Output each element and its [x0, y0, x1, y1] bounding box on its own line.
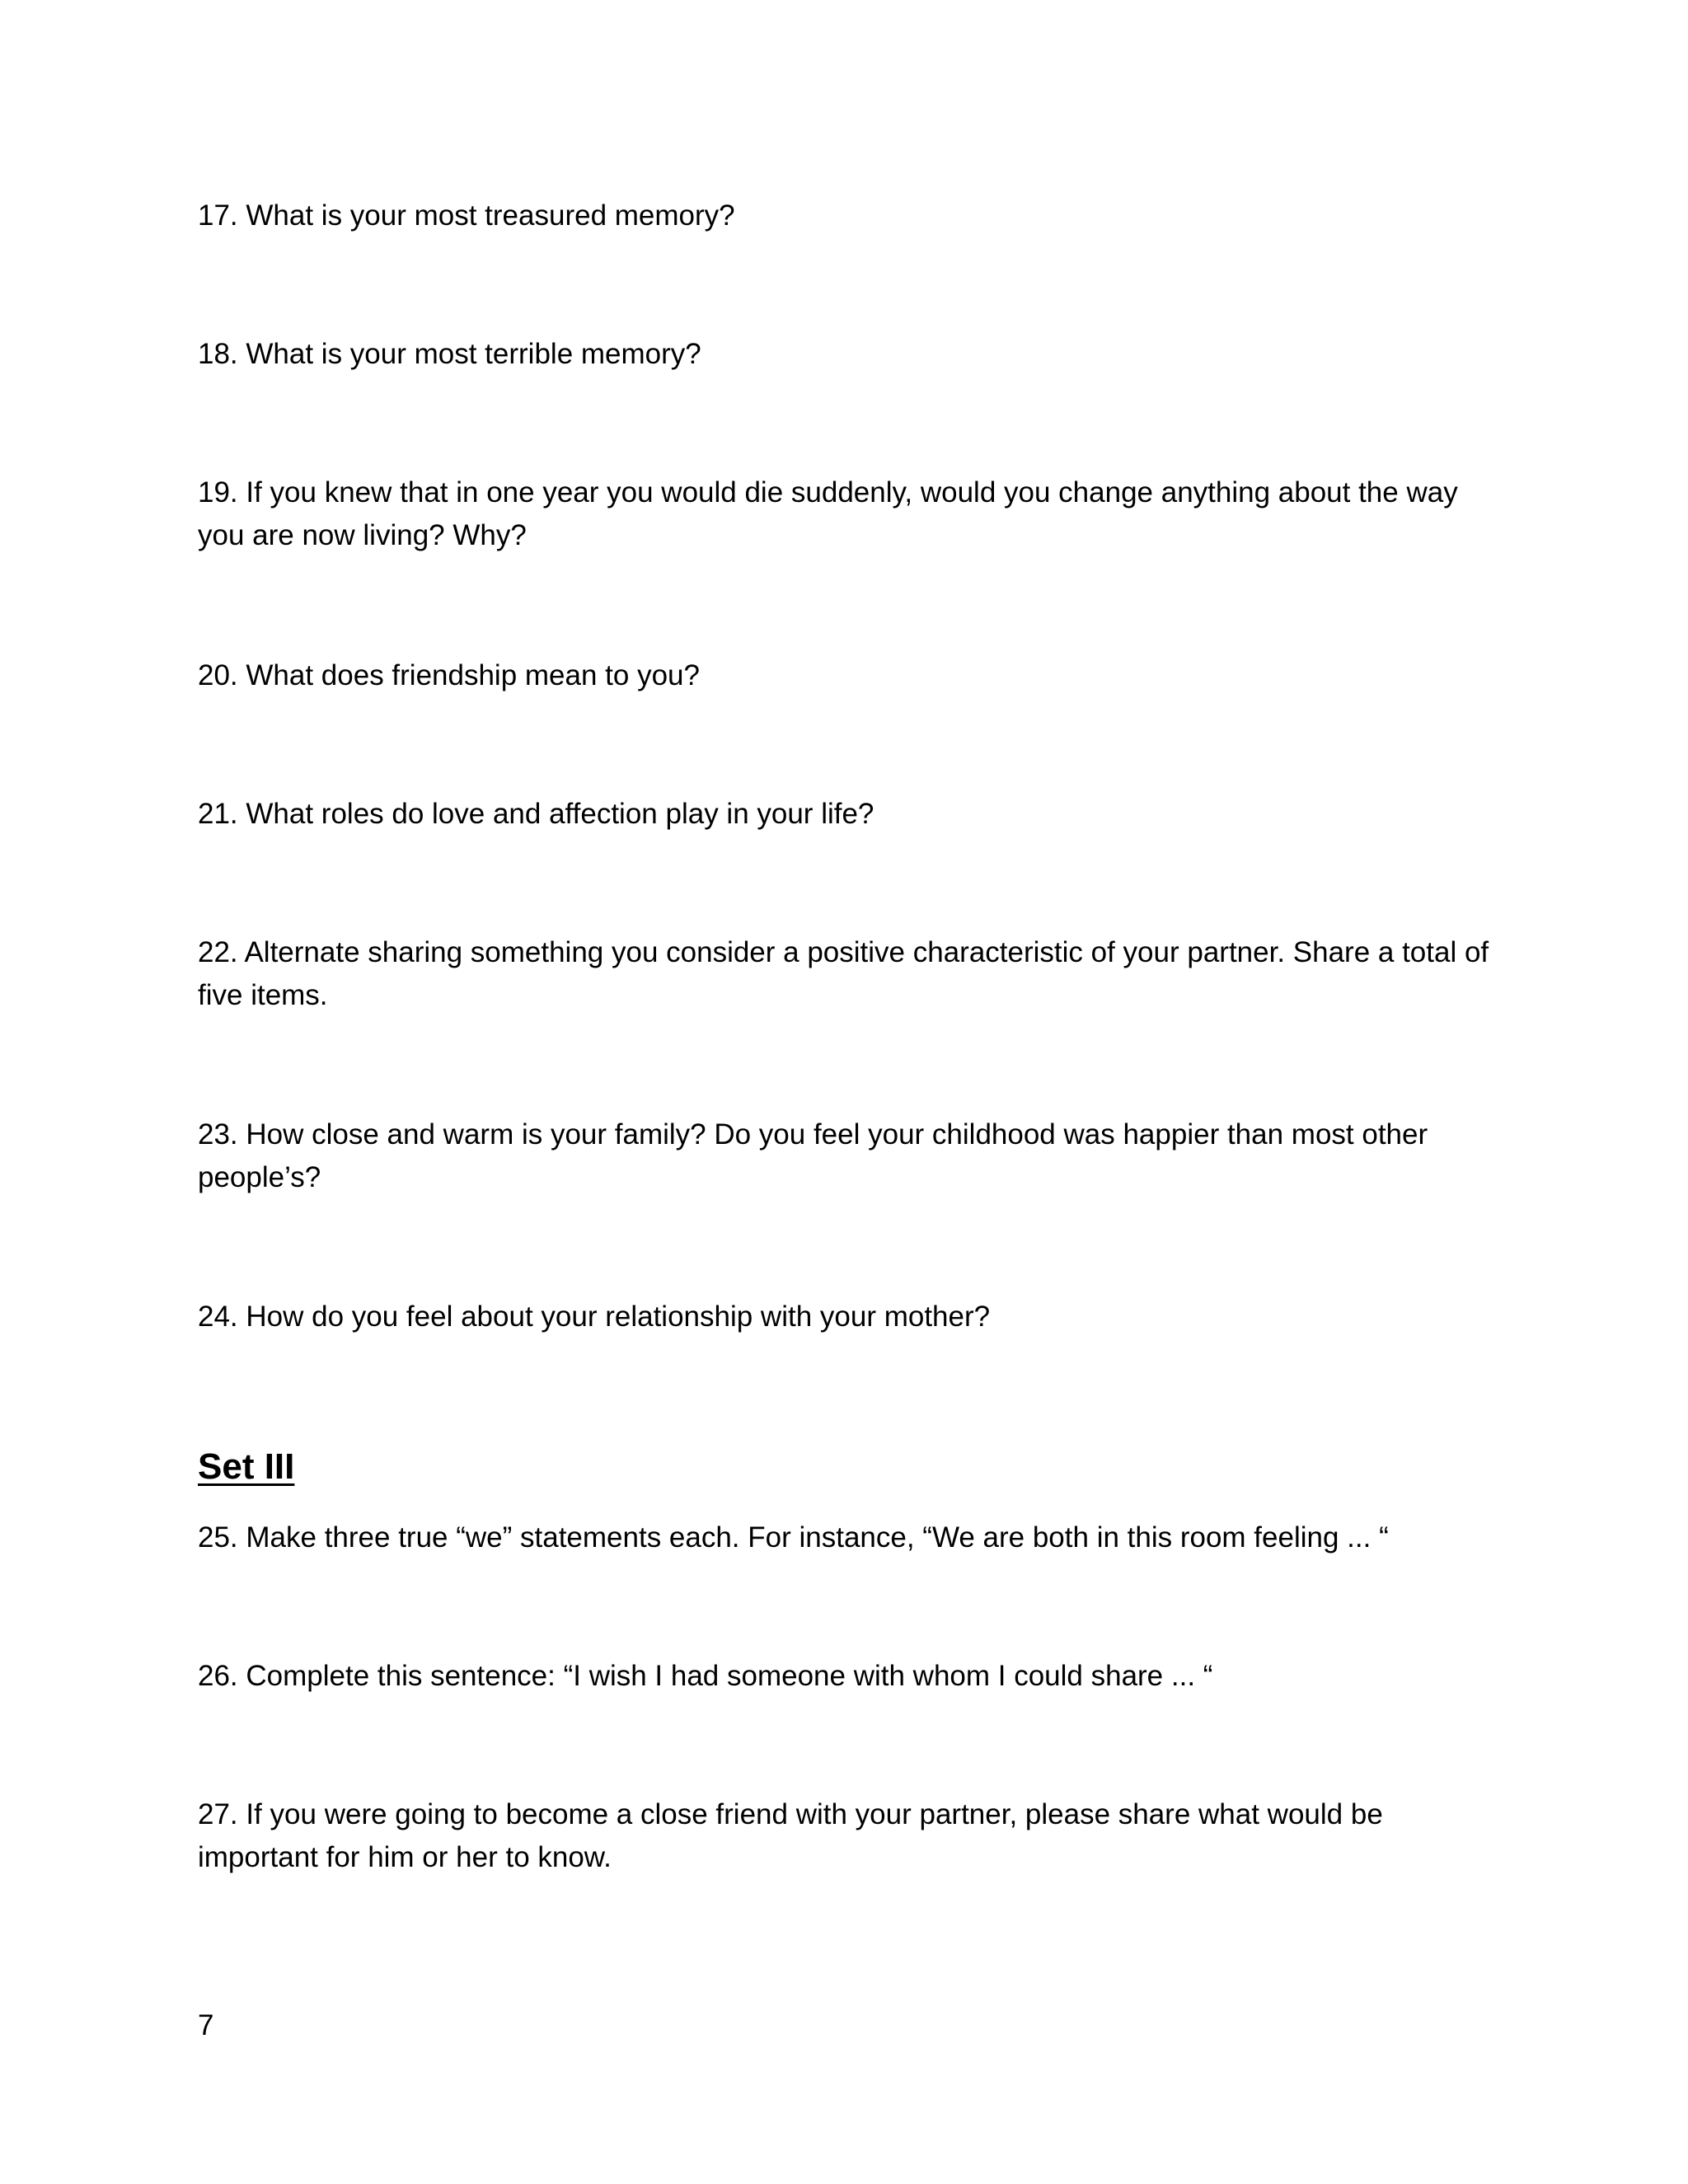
question-19: 19. If you knew that in one year you would die suddenly, would you change anything about the way you are now living? Why? [198, 476, 1458, 551]
page-number: 7 [198, 2009, 214, 2041]
question-20: 20. What does friendship mean to you? [198, 659, 700, 691]
question-26: 26. Complete this sentence: “I wish I had someone with whom I could share ... “ [198, 1660, 1213, 1692]
question-22: 22. Alternate sharing something you consider a positive characteristic of your partner. Share a total of five items. [198, 936, 1489, 1011]
question-23: 23. How close and warm is your family? Do you feel your childhood was happier than most other people’s? [198, 1118, 1428, 1193]
question-21: 21. What roles do love and affection play in your life? [198, 798, 874, 830]
question-18: 18. What is your most terrible memory? [198, 338, 701, 370]
question-17: 17. What is your most treasured memory? [198, 199, 735, 232]
question-25: 25. Make three true “we” statements each. For instance, “We are both in this room feeling ... “ [198, 1521, 1389, 1554]
question-24: 24. How do you feel about your relationship with your mother? [198, 1301, 991, 1333]
question-27: 27. If you were going to become a close friend with your partner, please share what would be important for him or her to know. [198, 1798, 1383, 1873]
section-heading-set-3: Set III [198, 1446, 295, 1487]
